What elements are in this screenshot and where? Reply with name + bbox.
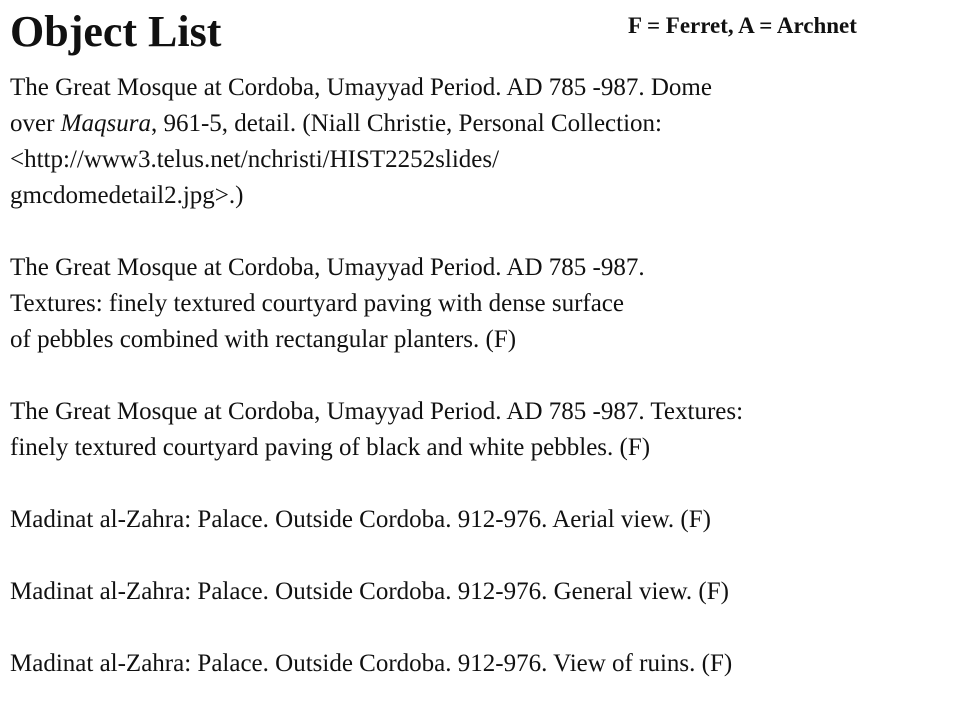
object-list-item-line: [10, 646, 955, 682]
object-list-item: [10, 394, 955, 466]
text-segment: The Great Mosque at Cordoba, Umayyad Period. AD 785 -987.: [10, 254, 645, 281]
text-segment: , 961-5, detail. (Niall Christie, Personal Collection:: [150, 110, 662, 137]
object-list-item: [10, 70, 955, 214]
object-list-item: [10, 250, 955, 358]
object-list-item: [10, 502, 955, 538]
text-segment: Madinat al-Zahra: Palace. Outside Cordoba. 912-976. View of ruins. (F): [10, 650, 733, 677]
object-list-item-line: [10, 142, 955, 178]
object-list-item-line: [10, 502, 955, 538]
object-list: [10, 70, 955, 682]
text-segment: Textures: finely textured courtyard paving with dense surface: [10, 290, 625, 317]
object-list-item-line: [10, 322, 955, 358]
object-list-item-line: [10, 250, 955, 286]
text-segment: Madinat al-Zahra: Palace. Outside Cordoba. 912-976. Aerial view. (F): [10, 506, 711, 533]
object-list-item-line: [10, 286, 955, 322]
page-title: Object List: [10, 7, 222, 56]
text-segment: over: [10, 110, 61, 137]
object-list-item-line: [10, 430, 955, 466]
text-segment: The Great Mosque at Cordoba, Umayyad Period. AD 785 -987. Textures:: [10, 398, 744, 425]
object-list-item: [10, 646, 955, 682]
object-list-item-line: [10, 178, 955, 214]
object-list-item: [10, 574, 955, 610]
object-list-item-line: [10, 70, 955, 106]
italic-text: Maqsura: [60, 110, 151, 137]
text-segment: The Great Mosque at Cordoba, Umayyad Period. AD 785 -987. Dome: [10, 74, 712, 101]
object-list-item-line: [10, 394, 955, 430]
object-list-item-line: [10, 106, 955, 142]
text-segment: of pebbles combined with rectangular planters. (F): [10, 326, 517, 353]
text-segment: finely textured courtyard paving of black and white pebbles. (F): [10, 434, 651, 461]
object-list-item-line: [10, 574, 955, 610]
text-segment: Madinat al-Zahra: Palace. Outside Cordoba. 912-976. General view. (F): [10, 578, 729, 605]
source-legend: F = Ferret, A = Archnet: [628, 13, 857, 38]
text-segment: <http://www3.telus.net/nchristi/HIST2252slides/: [10, 146, 500, 173]
text-segment: gmcdomedetail2.jpg>.): [10, 182, 244, 209]
